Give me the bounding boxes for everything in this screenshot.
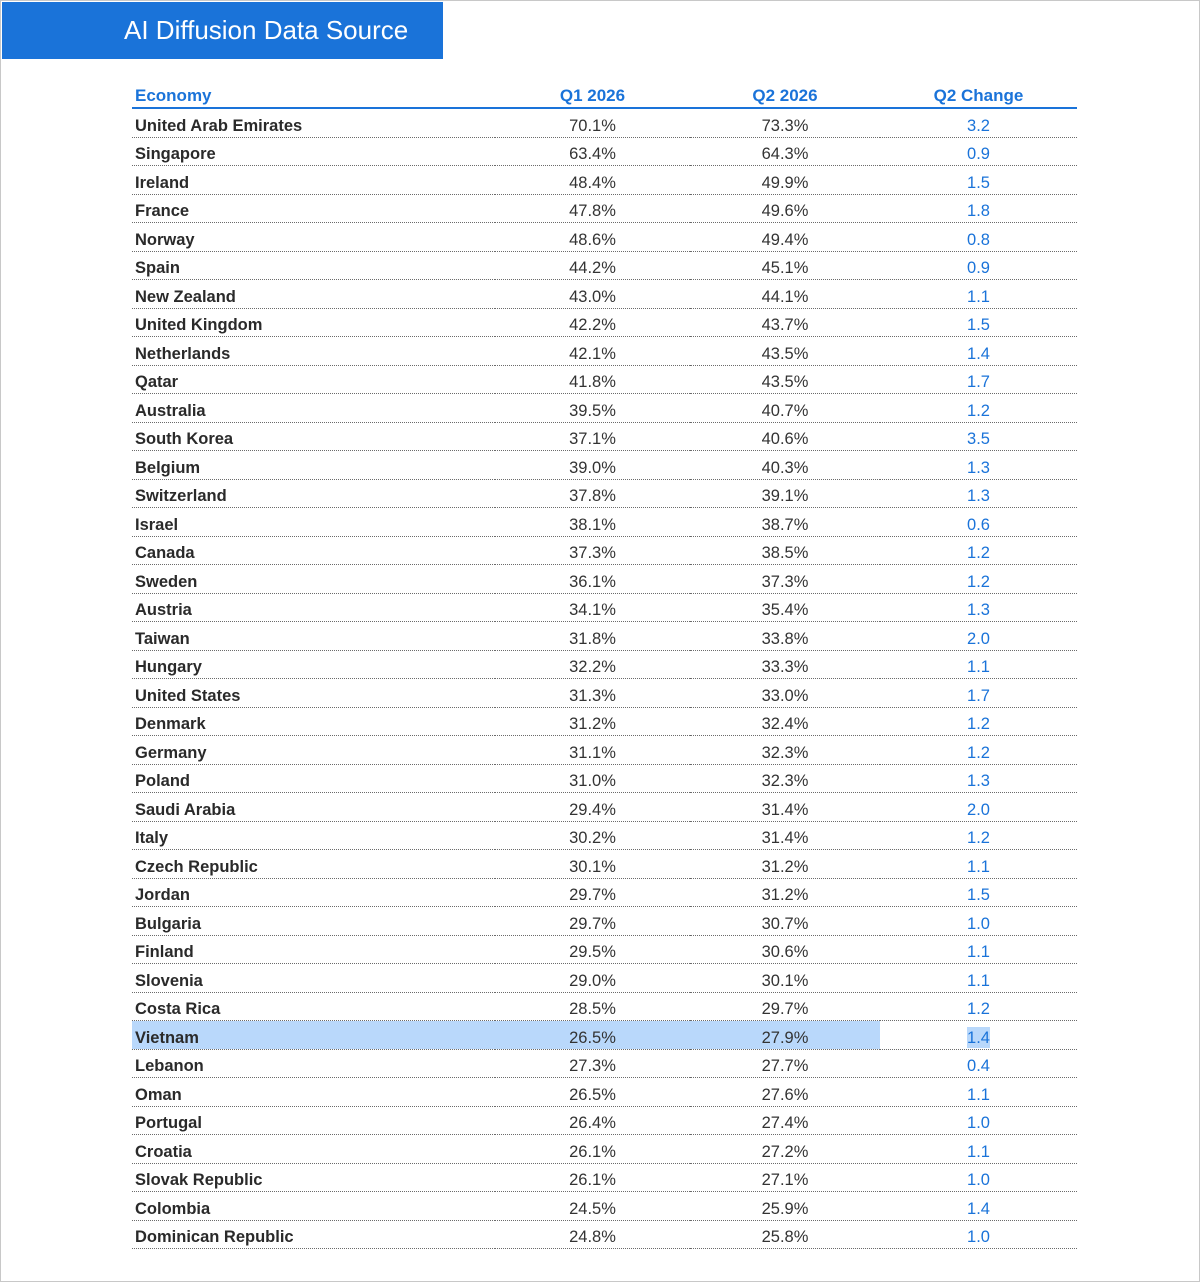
cell-economy: Costa Rica (132, 992, 495, 1021)
table-row[interactable] (132, 108, 1077, 137)
cell-q2-2026: 31.2% (690, 878, 880, 907)
cell-economy: Dominican Republic (132, 1220, 495, 1249)
cell-q1-2026: 26.5% (495, 1078, 690, 1107)
table-row[interactable] (132, 964, 1077, 993)
table-row[interactable] (132, 1021, 1077, 1050)
cell-q1-2026: 37.3% (495, 536, 690, 565)
change-value: 1.3 (967, 458, 990, 477)
change-value: 1.2 (967, 743, 990, 762)
table-row[interactable] (132, 280, 1077, 309)
column-header-q1-2026[interactable]: Q1 2026 (495, 80, 690, 108)
cell-q2-2026: 35.4% (690, 593, 880, 622)
change-value: 1.3 (967, 487, 990, 505)
cell-q2-2026: 32.4% (690, 707, 880, 736)
cell-economy: Hungary (132, 650, 495, 679)
cell-economy: Poland (132, 764, 495, 793)
cell-q2-change (880, 536, 1077, 565)
change-value: 1.1 (967, 857, 990, 876)
cell-q2-change (880, 308, 1077, 337)
table-row[interactable] (132, 536, 1077, 565)
cell-economy: Qatar (132, 365, 495, 394)
change-value: 1.3 (967, 601, 990, 619)
change-value: 0.8 (967, 230, 990, 249)
cell-q2-change (880, 992, 1077, 1021)
table-row[interactable] (132, 622, 1077, 651)
cell-q2-change (880, 280, 1077, 309)
change-value: 1.0 (967, 1228, 990, 1246)
table-row[interactable] (132, 1078, 1077, 1107)
table-row[interactable] (132, 650, 1077, 679)
cell-economy: Singapore (132, 137, 495, 166)
cell-q2-change (880, 1106, 1077, 1135)
cell-q2-2026: 31.4% (690, 821, 880, 850)
cell-q1-2026: 47.8% (495, 194, 690, 223)
cell-q2-change (880, 622, 1077, 651)
change-value: 1.5 (967, 173, 990, 192)
table-row[interactable] (132, 337, 1077, 366)
cell-q2-2026: 38.5% (690, 536, 880, 565)
cell-q2-2026: 32.3% (690, 764, 880, 793)
cell-q1-2026: 39.5% (495, 394, 690, 423)
cell-economy: South Korea (132, 422, 495, 451)
cell-q2-change (880, 821, 1077, 850)
change-value: 1.1 (967, 943, 990, 961)
cell-economy: Germany (132, 736, 495, 765)
cell-q1-2026: 32.2% (495, 650, 690, 679)
cell-q2-2026: 33.0% (690, 679, 880, 708)
table-row[interactable] (132, 251, 1077, 280)
table-row[interactable] (132, 764, 1077, 793)
table-row[interactable] (132, 479, 1077, 508)
cell-q2-change (880, 1049, 1077, 1078)
table-row[interactable] (132, 166, 1077, 195)
table-row[interactable] (132, 1163, 1077, 1192)
cell-q2-change (880, 707, 1077, 736)
change-value: 2.0 (967, 629, 990, 648)
cell-q1-2026: 37.1% (495, 422, 690, 451)
cell-q2-change (880, 764, 1077, 793)
change-value: 1.2 (967, 401, 990, 420)
cell-q1-2026: 26.4% (495, 1106, 690, 1135)
cell-q1-2026: 29.7% (495, 907, 690, 936)
cell-economy: Slovenia (132, 964, 495, 993)
cell-q2-change (880, 194, 1077, 223)
change-value: 0.6 (967, 515, 990, 534)
change-value: 1.2 (967, 544, 990, 562)
table-row[interactable] (132, 508, 1077, 537)
cell-economy: Netherlands (132, 337, 495, 366)
cell-q1-2026: 70.1% (495, 108, 690, 137)
change-value: 2.0 (967, 800, 990, 819)
cell-q2-change (880, 223, 1077, 252)
cell-q2-change (880, 935, 1077, 964)
cell-q2-change (880, 878, 1077, 907)
cell-economy: Switzerland (132, 479, 495, 508)
cell-q2-change (880, 593, 1077, 622)
cell-q2-change (880, 736, 1077, 765)
cell-q2-change (880, 1021, 1077, 1050)
change-value: 1.1 (967, 1085, 990, 1104)
change-value: 0.9 (967, 259, 990, 277)
cell-q2-2026: 30.7% (690, 907, 880, 936)
cell-q2-change (880, 394, 1077, 423)
table-row[interactable] (132, 365, 1077, 394)
change-value: 1.0 (967, 914, 990, 933)
cell-q2-change (880, 422, 1077, 451)
cell-q2-2026: 30.1% (690, 964, 880, 993)
cell-economy: United Arab Emirates (132, 108, 495, 137)
table-row[interactable] (132, 1220, 1077, 1249)
change-value: 1.1 (967, 287, 990, 306)
cell-q2-change (880, 365, 1077, 394)
cell-economy: Taiwan (132, 622, 495, 651)
data-table (132, 80, 1077, 1249)
cell-q2-2026: 29.7% (690, 992, 880, 1021)
cell-economy: Colombia (132, 1192, 495, 1221)
change-value: 1.5 (967, 316, 990, 334)
table-row[interactable] (132, 565, 1077, 594)
cell-economy: Ireland (132, 166, 495, 195)
cell-q2-2026: 37.3% (690, 565, 880, 594)
table-row[interactable] (132, 593, 1077, 622)
cell-q2-2026: 38.7% (690, 508, 880, 537)
cell-q2-2026: 43.5% (690, 365, 880, 394)
cell-q2-2026: 33.8% (690, 622, 880, 651)
cell-q1-2026: 28.5% (495, 992, 690, 1021)
cell-q2-change (880, 166, 1077, 195)
change-value: 1.1 (967, 658, 990, 676)
table-body (132, 108, 1077, 1249)
change-value: 1.0 (967, 1114, 990, 1132)
cell-q2-2026: 40.6% (690, 422, 880, 451)
cell-economy: Denmark (132, 707, 495, 736)
cell-q1-2026: 29.7% (495, 878, 690, 907)
cell-q1-2026: 31.3% (495, 679, 690, 708)
cell-q1-2026: 24.8% (495, 1220, 690, 1249)
cell-economy: Finland (132, 935, 495, 964)
cell-q2-2026: 43.7% (690, 308, 880, 337)
cell-economy: New Zealand (132, 280, 495, 309)
cell-q1-2026: 30.2% (495, 821, 690, 850)
cell-q2-2026: 73.3% (690, 108, 880, 137)
cell-q2-change (880, 1220, 1077, 1249)
change-value: 1.0 (967, 1171, 990, 1189)
cell-q1-2026: 26.1% (495, 1135, 690, 1164)
page-title: AI Diffusion Data Source (2, 2, 443, 59)
change-value: 3.2 (967, 116, 990, 135)
cell-economy: Norway (132, 223, 495, 252)
cell-q1-2026: 26.1% (495, 1163, 690, 1192)
cell-q2-change (880, 251, 1077, 280)
cell-q2-change (880, 337, 1077, 366)
table-row[interactable] (132, 679, 1077, 708)
cell-q2-change (880, 565, 1077, 594)
cell-q2-2026: 40.3% (690, 451, 880, 480)
column-header-q2-2026[interactable]: Q2 2026 (690, 80, 880, 108)
cell-q2-change (880, 1135, 1077, 1164)
column-header-economy[interactable]: Economy (132, 80, 495, 108)
cell-economy: Spain (132, 251, 495, 280)
cell-q2-2026: 27.4% (690, 1106, 880, 1135)
cell-q2-2026: 39.1% (690, 479, 880, 508)
cell-q1-2026: 42.2% (495, 308, 690, 337)
cell-q2-2026: 64.3% (690, 137, 880, 166)
cell-economy: Oman (132, 1078, 495, 1107)
cell-q2-2026: 31.4% (690, 793, 880, 822)
cell-q1-2026: 29.0% (495, 964, 690, 993)
cell-economy: Croatia (132, 1135, 495, 1164)
cell-q1-2026: 24.5% (495, 1192, 690, 1221)
cell-q2-2026: 33.3% (690, 650, 880, 679)
table-row[interactable] (132, 935, 1077, 964)
cell-q1-2026: 44.2% (495, 251, 690, 280)
cell-q2-2026: 49.6% (690, 194, 880, 223)
cell-q2-2026: 25.9% (690, 1192, 880, 1221)
cell-q1-2026: 31.0% (495, 764, 690, 793)
cell-q2-2026: 49.9% (690, 166, 880, 195)
cell-economy: Vietnam (132, 1021, 495, 1050)
cell-q1-2026: 37.8% (495, 479, 690, 508)
cell-q1-2026: 48.4% (495, 166, 690, 195)
cell-q2-change (880, 793, 1077, 822)
table-row[interactable] (132, 707, 1077, 736)
table-row[interactable] (132, 422, 1077, 451)
cell-q2-change (880, 508, 1077, 537)
cell-q2-change (880, 108, 1077, 137)
cell-q1-2026: 30.1% (495, 850, 690, 879)
cell-economy: Belgium (132, 451, 495, 480)
table-row[interactable] (132, 137, 1077, 166)
cell-q2-change (880, 1163, 1077, 1192)
cell-q1-2026: 34.1% (495, 593, 690, 622)
cell-q2-2026: 27.2% (690, 1135, 880, 1164)
cell-q1-2026: 31.1% (495, 736, 690, 765)
cell-q2-2026: 27.9% (690, 1021, 880, 1050)
cell-q1-2026: 48.6% (495, 223, 690, 252)
cell-q2-change (880, 1192, 1077, 1221)
change-value: 1.1 (967, 1142, 990, 1161)
cell-economy: Canada (132, 536, 495, 565)
cell-q2-2026: 27.1% (690, 1163, 880, 1192)
cell-q2-2026: 43.5% (690, 337, 880, 366)
cell-q2-change (880, 451, 1077, 480)
change-value: 1.2 (967, 1000, 990, 1018)
cell-economy: Italy (132, 821, 495, 850)
cell-q2-change (880, 137, 1077, 166)
change-value: 1.4 (967, 1199, 990, 1218)
table-row[interactable] (132, 736, 1077, 765)
cell-q2-change (880, 964, 1077, 993)
table-row[interactable] (132, 394, 1077, 423)
cell-q2-2026: 27.7% (690, 1049, 880, 1078)
cell-q1-2026: 43.0% (495, 280, 690, 309)
table-row[interactable] (132, 850, 1077, 879)
cell-q2-change (880, 907, 1077, 936)
cell-q2-2026: 30.6% (690, 935, 880, 964)
table-row[interactable] (132, 223, 1077, 252)
table-row[interactable] (132, 1049, 1077, 1078)
cell-q2-2026: 44.1% (690, 280, 880, 309)
cell-q1-2026: 63.4% (495, 137, 690, 166)
cell-economy: United Kingdom (132, 308, 495, 337)
cell-q2-change (880, 479, 1077, 508)
cell-q2-change (880, 1078, 1077, 1107)
cell-q2-change (880, 850, 1077, 879)
change-value: 1.2 (967, 715, 990, 733)
cell-q1-2026: 31.2% (495, 707, 690, 736)
cell-q2-2026: 49.4% (690, 223, 880, 252)
cell-q1-2026: 29.5% (495, 935, 690, 964)
cell-q2-2026: 27.6% (690, 1078, 880, 1107)
table-row[interactable] (132, 1192, 1077, 1221)
change-value: 1.4 (967, 1028, 990, 1047)
change-value: 0.4 (967, 1057, 990, 1075)
cell-q1-2026: 29.4% (495, 793, 690, 822)
cell-q1-2026: 39.0% (495, 451, 690, 480)
change-value: 1.7 (967, 373, 990, 391)
cell-economy: Sweden (132, 565, 495, 594)
cell-q2-2026: 25.8% (690, 1220, 880, 1249)
cell-q1-2026: 38.1% (495, 508, 690, 537)
cell-economy: Saudi Arabia (132, 793, 495, 822)
change-value: 1.7 (967, 686, 990, 705)
table-header-row (132, 80, 1077, 108)
cell-economy: United States (132, 679, 495, 708)
cell-economy: Israel (132, 508, 495, 537)
change-value: 1.3 (967, 772, 990, 790)
change-value: 0.9 (967, 145, 990, 163)
cell-economy: Lebanon (132, 1049, 495, 1078)
cell-q1-2026: 41.8% (495, 365, 690, 394)
table-row[interactable] (132, 821, 1077, 850)
cell-q2-2026: 32.3% (690, 736, 880, 765)
table-row[interactable] (132, 907, 1077, 936)
table-row[interactable] (132, 308, 1077, 337)
change-value: 1.5 (967, 886, 990, 904)
change-value: 1.2 (967, 572, 990, 591)
change-value: 1.4 (967, 344, 990, 363)
change-value: 1.2 (967, 829, 990, 847)
table-row[interactable] (132, 1135, 1077, 1164)
cell-q2-2026: 40.7% (690, 394, 880, 423)
table-row[interactable] (132, 793, 1077, 822)
cell-economy: Bulgaria (132, 907, 495, 936)
cell-economy: Australia (132, 394, 495, 423)
cell-q1-2026: 42.1% (495, 337, 690, 366)
change-value: 3.5 (967, 430, 990, 448)
cell-q2-2026: 45.1% (690, 251, 880, 280)
table-row[interactable] (132, 451, 1077, 480)
change-value: 1.1 (967, 971, 990, 990)
cell-q1-2026: 27.3% (495, 1049, 690, 1078)
table-row[interactable] (132, 194, 1077, 223)
column-header-q2-change[interactable]: Q2 Change (880, 80, 1077, 108)
cell-q2-2026: 31.2% (690, 850, 880, 879)
cell-economy: Austria (132, 593, 495, 622)
table-row[interactable] (132, 1106, 1077, 1135)
cell-q1-2026: 31.8% (495, 622, 690, 651)
cell-economy: Portugal (132, 1106, 495, 1135)
cell-economy: France (132, 194, 495, 223)
cell-q2-change (880, 650, 1077, 679)
cell-economy: Czech Republic (132, 850, 495, 879)
table-row[interactable] (132, 878, 1077, 907)
table-row[interactable] (132, 992, 1077, 1021)
change-value: 1.8 (967, 202, 990, 220)
cell-q1-2026: 26.5% (495, 1021, 690, 1050)
cell-economy: Slovak Republic (132, 1163, 495, 1192)
cell-economy: Jordan (132, 878, 495, 907)
cell-q1-2026: 36.1% (495, 565, 690, 594)
cell-q2-change (880, 679, 1077, 708)
